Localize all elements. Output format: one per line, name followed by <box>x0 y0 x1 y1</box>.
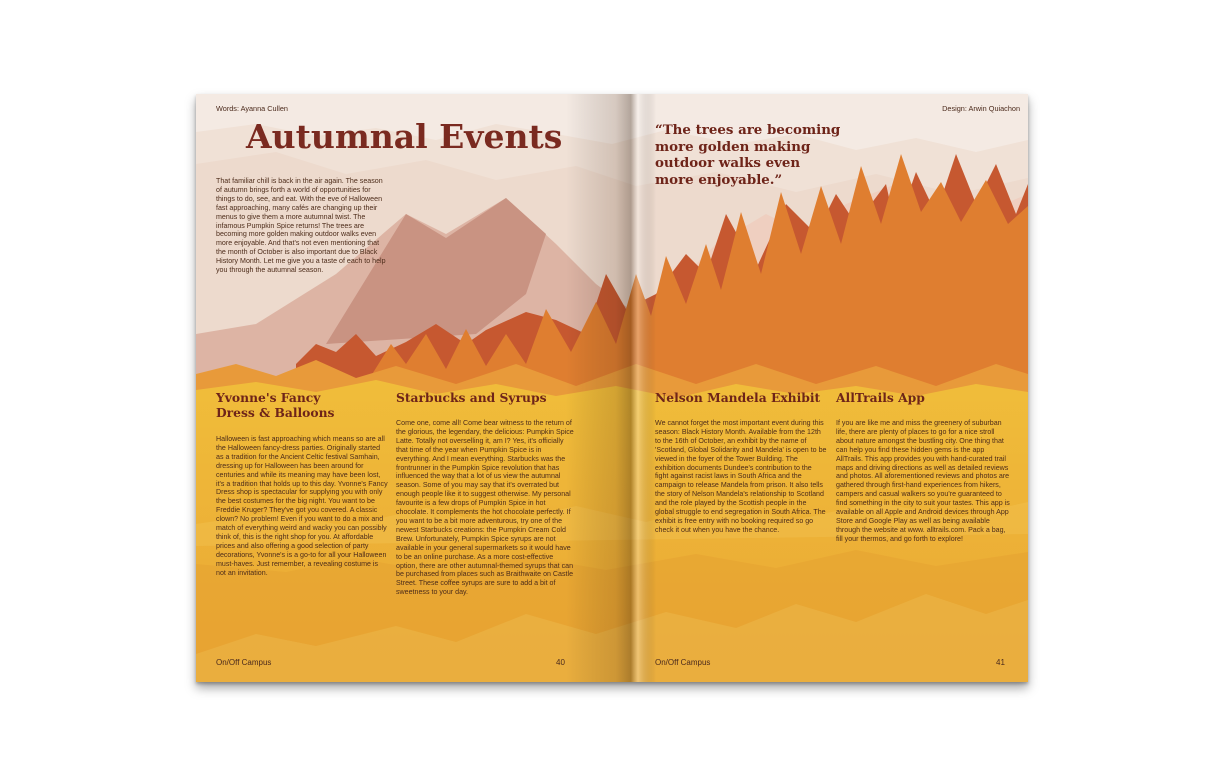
page-number-right: 41 <box>996 658 1005 667</box>
footer-publication-name: On/Off Campus <box>216 658 272 667</box>
author-credit: Words: Ayanna Cullen <box>216 104 288 113</box>
pull-quote <box>655 122 855 188</box>
heading-alltrails-app: AllTrails App <box>836 390 925 405</box>
page-number-left: 40 <box>556 658 565 667</box>
heading-starbucks-syrups: Starbucks and Syrups <box>396 390 547 405</box>
page-title: Autumnal Events <box>246 117 563 156</box>
heading-yvonnes-fancy-dress <box>216 390 386 420</box>
heading-nelson-mandela-exhibit: Nelson Mandela Exhibit <box>655 390 821 405</box>
footer-publication-name: On/Off Campus <box>655 658 711 667</box>
article-yvonnes-fancy-dress: Halloween is fast approaching which means so are all the Halloween fancy-dress parties. Originally started as a tradition for the Ancient Celtic festival Samhain, dressing up for Halloween has been around for centuries and while its meaning may have been lost, it's a tradition that holds up to this day. Yvonne's Fancy Dress shop is spectacular for supplying you with only the best costumes for the big night. You want to be Freddie Kruger? They've got you covered. A classic clown? No problem! Even if you want to do a mix and match of everything weird and wacky you can possibly think of, this is the right shop for you. At affordable prices and also offering a good selection of party decorations, Yvonne's is a go-to for all your Halloween must-haves. Just remember, a revealing costume is not an invitation. <box>216 435 388 577</box>
article-nelson-mandela-exhibit: We cannot forget the most important event during this season: Black History Month. Available from the 12th to the 16th of October, an exhibit by the name of 'Scotland, Global Solidarity and Mandela' is open to be viewed in the foyer of the Tower Building. The exhibition documents Dundee's contribution to the fight against racist laws in South Africa and the campaign to release Mandela from prison. It also tells the story of Nelson Mandela's relationship to Scotland and the role played by the Scottish people in the global struggle to end segregation in South Africa. The exhibit is free entry with no booking required so go check it out when you have the chance. <box>655 419 827 534</box>
heading-line: Yvonne's Fancy <box>216 390 321 405</box>
quote-line: “The trees are becoming <box>655 122 841 138</box>
article-starbucks-syrups: Come one, come all! Come bear witness to the return of the glorious, the legendary, the delicious: Pumpkin Spice Latte. Totally not overselling it, am I? Yes, it's officially that time of the year when Pumpkin Spice is in everything. And I mean everything. Starbucks was the frontrunner in the Pumpkin Spice revolution that has influenced the way that a lot of us view the autumnal season. Some of you may say that it's overrated but enough people like it to suggest otherwise. My personal favourite is a few drops of Pumpkin Spice in hot chocolate. It complements the hot chocolate perfectly. If you want to be a bit more adventurous, try one of the newest Starbucks creations: the Pumpkin Cream Cold Brew. Unfortunately, Pumpkin Spice syrups are not available in your general supermarkets so it would have to be an online purchase. As a more cost-effective option, there are other autumnal-themed syrups that can be purchased from places such as Braithwaite on Castle Street. These coffee syrups are sure to add a bit of sweetness to your day. <box>396 419 574 597</box>
quote-line: more enjoyable.” <box>655 171 783 188</box>
intro-paragraph: That familiar chill is back in the air again. The season of autumn brings forth a world of opportunities for things to do, see, and eat. With the eve of Halloween fast approaching, many cafés are changing up their menus to give them a more autumnal twist. The infamous Pumpkin Spice returns! The trees are becoming more golden making outdoor walks even more enjoyable. And that's not even mentioning that the month of October is also important due to Black History Month. Let me give you a taste of each to help you through the autumnal season. <box>216 177 386 275</box>
magazine-spread <box>196 94 1028 682</box>
heading-line: Dress & Balloons <box>216 405 335 420</box>
quote-line: outdoor walks even <box>655 155 801 172</box>
article-alltrails-app: If you are like me and miss the greenery of suburban life, there are plenty of places to go for a nice stroll about nature amongst the bustling city. One thing that can help you find these hidden gems is the app AllTrails. This app provides you with hand-curated trail maps and driving directions as well as detailed reviews and photos. All aforementioned reviews and photos are gathered through first-hand experiences from hikers, campers and casual walkers so you're guaranteed to find something in the city to suit your tastes. This app is available on all Apple and Android devices through App Store and Google Play as well as being available through the website at www. alltrails.com. Pack a bag, fill your thermos, and go forth to explore! <box>836 419 1010 543</box>
quote-line: more golden making <box>655 138 811 155</box>
designer-credit: Design: Arwin Quiachon <box>942 104 1020 113</box>
